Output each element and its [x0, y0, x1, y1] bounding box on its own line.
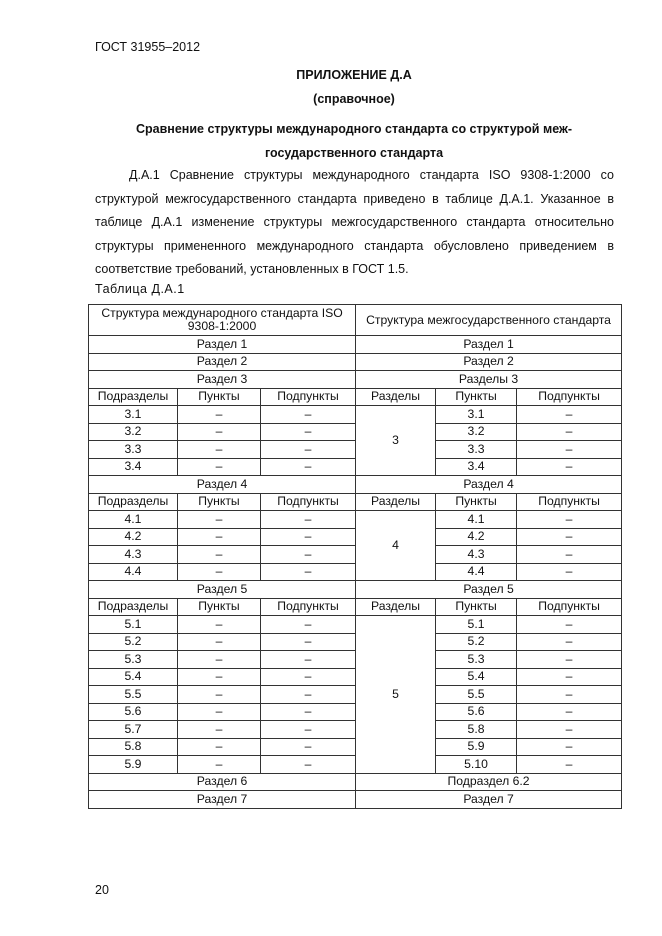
item-number: 5.8 [436, 721, 517, 739]
dash-cell: – [178, 423, 261, 441]
subsection-number: 3.4 [89, 458, 178, 476]
dash-cell: – [517, 441, 622, 459]
dash-cell: – [517, 703, 622, 721]
column-header: Подразделы [89, 598, 178, 616]
section-number: 5 [356, 616, 436, 774]
table-row [89, 633, 622, 651]
table-row [89, 458, 622, 476]
column-header: Пункты [178, 598, 261, 616]
column-header: Подпункты [517, 388, 622, 406]
document-code: ГОСТ 31955–2012 [95, 40, 201, 54]
column-header: Подпункты [517, 598, 622, 616]
column-header: Разделы [356, 598, 436, 616]
dash-cell: – [261, 651, 356, 669]
subsection-number: 5.2 [89, 633, 178, 651]
dash-cell: – [178, 668, 261, 686]
dash-cell: – [261, 756, 356, 774]
table-row [89, 703, 622, 721]
section-number: 4 [356, 511, 436, 581]
item-number: 3.1 [436, 406, 517, 424]
table-row [89, 406, 622, 424]
dash-cell: – [178, 528, 261, 546]
dash-cell: – [178, 511, 261, 529]
subsection-number: 4.4 [89, 563, 178, 581]
column-header: Разделы [356, 388, 436, 406]
item-number: 3.4 [436, 458, 517, 476]
dash-cell: – [261, 721, 356, 739]
subheader-row [89, 388, 622, 406]
dash-cell: – [517, 616, 622, 634]
subsection-number: 5.4 [89, 668, 178, 686]
item-number: 5.6 [436, 703, 517, 721]
dash-cell: – [517, 738, 622, 756]
page-number: 20 [95, 883, 109, 897]
item-number: 5.5 [436, 686, 517, 704]
column-header: Пункты [178, 493, 261, 511]
column-header: Разделы [356, 493, 436, 511]
dash-cell: – [178, 651, 261, 669]
section-label: Раздел 4 [89, 476, 356, 494]
dash-cell: – [517, 563, 622, 581]
table-row [89, 528, 622, 546]
table-header-row [89, 305, 622, 336]
section-label: Разделы 3 [356, 371, 622, 389]
table-row [89, 756, 622, 774]
dash-cell: – [517, 668, 622, 686]
section-label: Раздел 5 [356, 581, 622, 599]
column-header: Подразделы [89, 493, 178, 511]
item-number: 5.2 [436, 633, 517, 651]
subsection-number: 5.3 [89, 651, 178, 669]
dash-cell: – [178, 546, 261, 564]
section-row [89, 353, 622, 371]
subsection-number: 4.3 [89, 546, 178, 564]
section-label: Раздел 2 [89, 353, 356, 371]
dash-cell: – [261, 441, 356, 459]
column-header: Пункты [436, 598, 517, 616]
section-label: Подраздел 6.2 [356, 773, 622, 791]
body-paragraph [95, 164, 614, 282]
dash-cell: – [178, 441, 261, 459]
column-header: Пункты [436, 493, 517, 511]
dash-cell: – [261, 633, 356, 651]
item-number: 4.2 [436, 528, 517, 546]
table-row [89, 441, 622, 459]
section-label: Раздел 1 [89, 336, 356, 354]
subheader-row [89, 598, 622, 616]
dash-cell: – [517, 721, 622, 739]
dash-cell: – [261, 686, 356, 704]
dash-cell: – [517, 651, 622, 669]
subsection-number: 4.2 [89, 528, 178, 546]
section-row [89, 581, 622, 599]
dash-cell: – [178, 563, 261, 581]
item-number: 3.3 [436, 441, 517, 459]
section-row [89, 476, 622, 494]
section-label: Раздел 6 [89, 773, 356, 791]
subsection-number: 4.1 [89, 511, 178, 529]
dash-cell: – [261, 528, 356, 546]
item-number: 4.1 [436, 511, 517, 529]
dash-cell: – [261, 703, 356, 721]
table-row [89, 738, 622, 756]
dash-cell: – [178, 458, 261, 476]
dash-cell: – [178, 686, 261, 704]
item-number: 5.10 [436, 756, 517, 774]
section-row [89, 791, 622, 809]
table-row [89, 721, 622, 739]
item-number: 5.3 [436, 651, 517, 669]
section-label: Раздел 2 [356, 353, 622, 371]
table-header-right: Структура межгосударственного стандарта [356, 305, 622, 336]
table-row [89, 616, 622, 634]
dash-cell: – [178, 738, 261, 756]
dash-cell: – [517, 458, 622, 476]
dash-cell: – [261, 668, 356, 686]
section-label: Раздел 1 [356, 336, 622, 354]
subheader-row [89, 493, 622, 511]
table-caption: Таблица Д.А.1 [95, 282, 185, 296]
table-row [89, 686, 622, 704]
dash-cell: – [261, 406, 356, 424]
dash-cell: – [261, 546, 356, 564]
column-header: Подпункты [261, 598, 356, 616]
column-header: Подпункты [261, 493, 356, 511]
dash-cell: – [517, 546, 622, 564]
section-label: Раздел 7 [356, 791, 622, 809]
dash-cell: – [517, 511, 622, 529]
section-row [89, 371, 622, 389]
dash-cell: – [178, 756, 261, 774]
dash-cell: – [261, 563, 356, 581]
dash-cell: – [261, 738, 356, 756]
table-row [89, 563, 622, 581]
subsection-number: 5.8 [89, 738, 178, 756]
dash-cell: – [261, 616, 356, 634]
subsection-number: 5.6 [89, 703, 178, 721]
dash-cell: – [261, 458, 356, 476]
item-number: 4.4 [436, 563, 517, 581]
section-label: Раздел 4 [356, 476, 622, 494]
dash-cell: – [261, 511, 356, 529]
dash-cell: – [178, 703, 261, 721]
item-number: 3.2 [436, 423, 517, 441]
subsection-number: 3.3 [89, 441, 178, 459]
subsection-number: 3.1 [89, 406, 178, 424]
dash-cell: – [517, 756, 622, 774]
table-row [89, 423, 622, 441]
section-row [89, 336, 622, 354]
appendix-title: ПРИЛОЖЕНИЕ Д.А [296, 68, 412, 82]
column-header: Подпункты [517, 493, 622, 511]
subsection-number: 5.7 [89, 721, 178, 739]
dash-cell: – [517, 423, 622, 441]
paragraph-text: Д.А.1 Сравнение структуры международного стандарта ISO 9308-1:2000 со структурой межгосударственного стандарта приведено в таблице Д.А.1. Указанное в таблице Д.А.1 изменение структуры межгосударственного стандарта относительно структуры примененного международного стандарта обусловлено приведением в соответствие требований, установленных в ГОСТ 1.5. [95, 168, 614, 276]
item-number: 5.4 [436, 668, 517, 686]
dash-cell: – [517, 528, 622, 546]
column-header: Пункты [436, 388, 517, 406]
column-header: Подразделы [89, 388, 178, 406]
heading-line-2: государственного стандарта [264, 146, 444, 160]
comparison-table [88, 304, 622, 809]
table-row [89, 511, 622, 529]
section-label: Раздел 7 [89, 791, 356, 809]
dash-cell: – [178, 616, 261, 634]
subsection-number: 5.5 [89, 686, 178, 704]
section-number: 3 [356, 406, 436, 476]
dash-cell: – [261, 423, 356, 441]
dash-cell: – [517, 633, 622, 651]
section-label: Раздел 3 [89, 371, 356, 389]
item-number: 5.1 [436, 616, 517, 634]
heading-line-1: Сравнение структуры международного стандарта со структурой меж- [135, 122, 573, 136]
table-header-left: Структура международного стандарта ISO 9308-1:2000 [89, 305, 356, 336]
appendix-subtitle: (справочное) [313, 92, 395, 106]
dash-cell: – [178, 721, 261, 739]
column-header: Подпункты [261, 388, 356, 406]
section-row [89, 773, 622, 791]
item-number: 4.3 [436, 546, 517, 564]
item-number: 5.9 [436, 738, 517, 756]
dash-cell: – [178, 406, 261, 424]
dash-cell: – [517, 406, 622, 424]
dash-cell: – [517, 686, 622, 704]
table-row [89, 668, 622, 686]
section-label: Раздел 5 [89, 581, 356, 599]
column-header: Пункты [178, 388, 261, 406]
subsection-number: 5.9 [89, 756, 178, 774]
subsection-number: 5.1 [89, 616, 178, 634]
table-row [89, 546, 622, 564]
table-row [89, 651, 622, 669]
dash-cell: – [178, 633, 261, 651]
subsection-number: 3.2 [89, 423, 178, 441]
